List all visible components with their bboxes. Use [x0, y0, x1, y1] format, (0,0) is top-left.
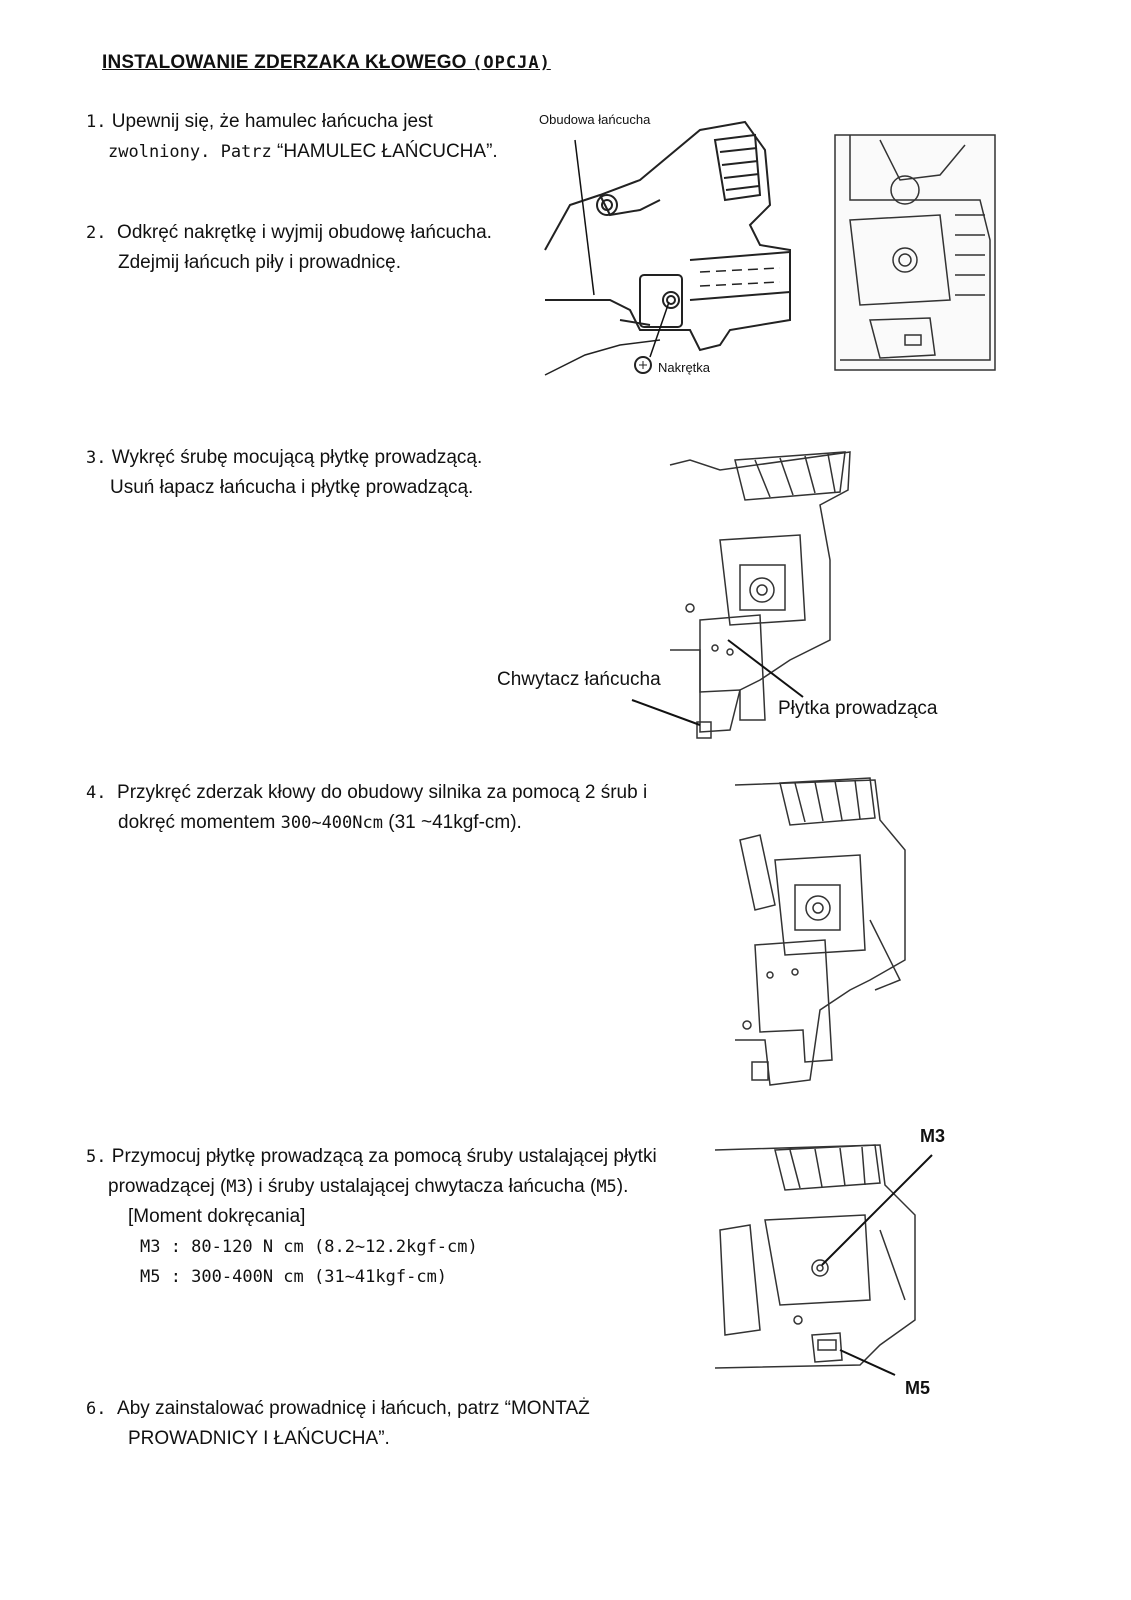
label-nut: Nakrętka: [658, 360, 711, 375]
step-2-line1: Odkręć nakrętkę i wyjmij obudowę łańcucha.: [117, 222, 492, 243]
step-5-torque-heading: [Moment dokręcania]: [128, 1206, 306, 1227]
step-5-torque-m3: M3 : 80-120 N cm (8.2~12.2kgf-cm): [140, 1237, 478, 1257]
step-5-number: 5.: [86, 1147, 107, 1167]
title-suffix: (OPCJA): [472, 53, 551, 73]
step-4-line2-b: (31 ~41kgf-cm).: [382, 812, 522, 833]
step-5-line2-c: ).: [616, 1176, 629, 1197]
step-1-line2-mono: zwolniony. Patrz: [108, 142, 272, 162]
step-6-number: 6.: [86, 1399, 107, 1419]
step-4-line1: Przykręć zderzak kłowy do obudowy silnika za pomocą 2 śrub i: [117, 782, 648, 803]
step-6-line2: PROWADNICY I ŁAŃCUCHA”.: [128, 1428, 390, 1449]
title-main: INSTALOWANIE ZDERZAKA KŁOWEGO: [102, 52, 473, 73]
step-4-line2-a: dokręć momentem: [118, 812, 281, 833]
label-chain-catcher: Chwytacz łańcucha: [497, 669, 661, 690]
step-5-m3: M3: [226, 1177, 247, 1197]
step-5-line1: Przymocuj płytkę prowadzącą za pomocą śruby ustalającej płytki: [111, 1146, 657, 1167]
step-1-number: 1.: [86, 112, 107, 132]
step-4-number: 4.: [86, 783, 107, 803]
step-3-line1: Wykręć śrubę mocującą płytkę prowadzącą.: [111, 447, 483, 468]
step-5-m5: M5: [596, 1177, 617, 1197]
step-2-number: 2.: [86, 223, 107, 243]
step-5-torque-m5: M5 : 300-400N cm (31~41kgf-cm): [140, 1267, 448, 1287]
label-guide-plate: Płytka prowadząca: [778, 698, 938, 719]
step-1-line1: Upewnij się, że hamulec łańcucha jest: [111, 111, 433, 132]
step-5-line2-a: prowadzącej (: [108, 1176, 227, 1197]
step-2-line2: Zdejmij łańcuch piły i prowadnicę.: [118, 252, 402, 273]
step-5-line2-b: ) i śruby ustalającej chwytacza łańcucha (: [246, 1176, 597, 1197]
step-3-line2: Usuń łapacz łańcucha i płytkę prowadzącą.: [110, 477, 474, 498]
step-6-line1: Aby zainstalować prowadnicę i łańcuch, patrz “MONTAŻ: [117, 1398, 590, 1419]
label-m5: M5: [905, 1378, 931, 1398]
step-3-number: 3.: [86, 448, 107, 468]
label-m3: M3: [920, 1126, 946, 1146]
step-1-line2-rest: “HAMULEC ŁAŃCUCHA”.: [271, 141, 498, 162]
label-chain-cover: Obudowa łańcucha: [539, 112, 651, 127]
step-4-torque: 300~400Ncm: [280, 813, 383, 833]
